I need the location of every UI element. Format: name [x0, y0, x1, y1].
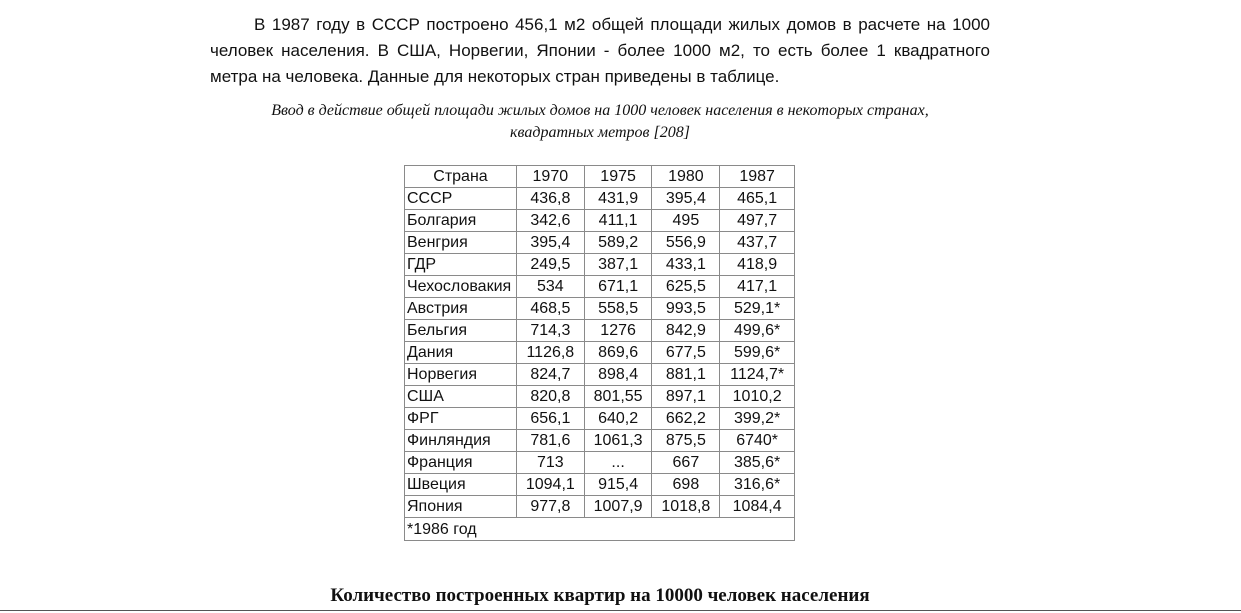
table-row [405, 386, 795, 408]
section-heading: Количество построенных квартир на 10000 человек населения [330, 585, 870, 606]
table-row [405, 342, 795, 364]
value-cell: 468,5 [516, 298, 584, 320]
value-cell: 898,4 [584, 364, 652, 386]
value-cell: 589,2 [584, 232, 652, 254]
table-footnote: *1986 год [405, 518, 795, 541]
header-1980: 1980 [652, 166, 720, 188]
value-cell: 529,1* [720, 298, 795, 320]
country-cell: Франция [405, 452, 517, 474]
housing-table [404, 165, 795, 541]
value-cell: 897,1 [652, 386, 720, 408]
value-cell: 395,4 [652, 188, 720, 210]
header-country: Страна [405, 166, 517, 188]
table-row [405, 452, 795, 474]
value-cell: 499,6* [720, 320, 795, 342]
value-cell: 677,5 [652, 342, 720, 364]
table-row [405, 364, 795, 386]
country-cell: Венгрия [405, 232, 517, 254]
value-cell: 662,2 [652, 408, 720, 430]
value-cell: 698 [652, 474, 720, 496]
value-cell: 1010,2 [720, 386, 795, 408]
country-cell: Болгария [405, 210, 517, 232]
value-cell: 495 [652, 210, 720, 232]
value-cell: 875,5 [652, 430, 720, 452]
value-cell: 599,6* [720, 342, 795, 364]
country-cell: Швеция [405, 474, 517, 496]
country-cell: Финляндия [405, 430, 517, 452]
value-cell: 465,1 [720, 188, 795, 210]
value-cell: 869,6 [584, 342, 652, 364]
value-cell: 316,6* [720, 474, 795, 496]
table-row [405, 210, 795, 232]
value-cell: 6740* [720, 430, 795, 452]
country-cell: Дания [405, 342, 517, 364]
table-row [405, 408, 795, 430]
value-cell: 249,5 [516, 254, 584, 276]
value-cell: 417,1 [720, 276, 795, 298]
header-1970: 1970 [516, 166, 584, 188]
country-cell: СССР [405, 188, 517, 210]
country-cell: ГДР [405, 254, 517, 276]
country-cell: США [405, 386, 517, 408]
value-cell: 395,4 [516, 232, 584, 254]
value-cell: 1061,3 [584, 430, 652, 452]
table-caption-line-1: Ввод в действие общей площади жилых домов на 1000 человек населения в некоторых странах, [271, 102, 929, 119]
value-cell: 534 [516, 276, 584, 298]
table-caption-line-2: квадратных метров [208] [510, 124, 690, 141]
table-row [405, 276, 795, 298]
value-cell: 418,9 [720, 254, 795, 276]
country-cell: Чехословакия [405, 276, 517, 298]
intro-paragraph: В 1987 году в СССР построено 456,1 м2 общей площади жилых домов в расчете на 1000 человек населения. В США, Норвегии, Японии - более 1000 м2, то есть более 1 квадратного метра на человека. Данные для некоторых стран приведены в таблице. [210, 15, 990, 86]
table-row [405, 320, 795, 342]
value-cell: 431,9 [584, 188, 652, 210]
value-cell: 842,9 [652, 320, 720, 342]
value-cell: 497,7 [720, 210, 795, 232]
value-cell: 558,5 [584, 298, 652, 320]
value-cell: 556,9 [652, 232, 720, 254]
table-row [405, 298, 795, 320]
table-row [405, 232, 795, 254]
value-cell: 801,55 [584, 386, 652, 408]
table-footnote-row [405, 518, 795, 541]
country-cell: Япония [405, 496, 517, 518]
value-cell: 625,5 [652, 276, 720, 298]
country-cell: Норвегия [405, 364, 517, 386]
table-row [405, 496, 795, 518]
value-cell: 671,1 [584, 276, 652, 298]
value-cell: 385,6* [720, 452, 795, 474]
value-cell: 1018,8 [652, 496, 720, 518]
value-cell: 667 [652, 452, 720, 474]
header-1987: 1987 [720, 166, 795, 188]
table-row [405, 188, 795, 210]
country-cell: Австрия [405, 298, 517, 320]
value-cell: 436,8 [516, 188, 584, 210]
value-cell: 977,8 [516, 496, 584, 518]
table-row [405, 430, 795, 452]
table-header-row [405, 166, 795, 188]
bottom-divider [0, 610, 1241, 611]
value-cell: 1084,4 [720, 496, 795, 518]
value-cell: 824,7 [516, 364, 584, 386]
value-cell: 1124,7* [720, 364, 795, 386]
country-cell: ФРГ [405, 408, 517, 430]
table-row [405, 254, 795, 276]
value-cell: 387,1 [584, 254, 652, 276]
value-cell: 1126,8 [516, 342, 584, 364]
value-cell: 1094,1 [516, 474, 584, 496]
table-caption [200, 100, 1000, 144]
value-cell: ... [584, 452, 652, 474]
value-cell: 1276 [584, 320, 652, 342]
value-cell: 714,3 [516, 320, 584, 342]
value-cell: 881,1 [652, 364, 720, 386]
header-1975: 1975 [584, 166, 652, 188]
value-cell: 993,5 [652, 298, 720, 320]
value-cell: 1007,9 [584, 496, 652, 518]
value-cell: 640,2 [584, 408, 652, 430]
value-cell: 342,6 [516, 210, 584, 232]
value-cell: 781,6 [516, 430, 584, 452]
value-cell: 437,7 [720, 232, 795, 254]
country-cell: Бельгия [405, 320, 517, 342]
value-cell: 820,8 [516, 386, 584, 408]
value-cell: 433,1 [652, 254, 720, 276]
value-cell: 411,1 [584, 210, 652, 232]
value-cell: 713 [516, 452, 584, 474]
value-cell: 915,4 [584, 474, 652, 496]
table-row [405, 474, 795, 496]
value-cell: 399,2* [720, 408, 795, 430]
value-cell: 656,1 [516, 408, 584, 430]
